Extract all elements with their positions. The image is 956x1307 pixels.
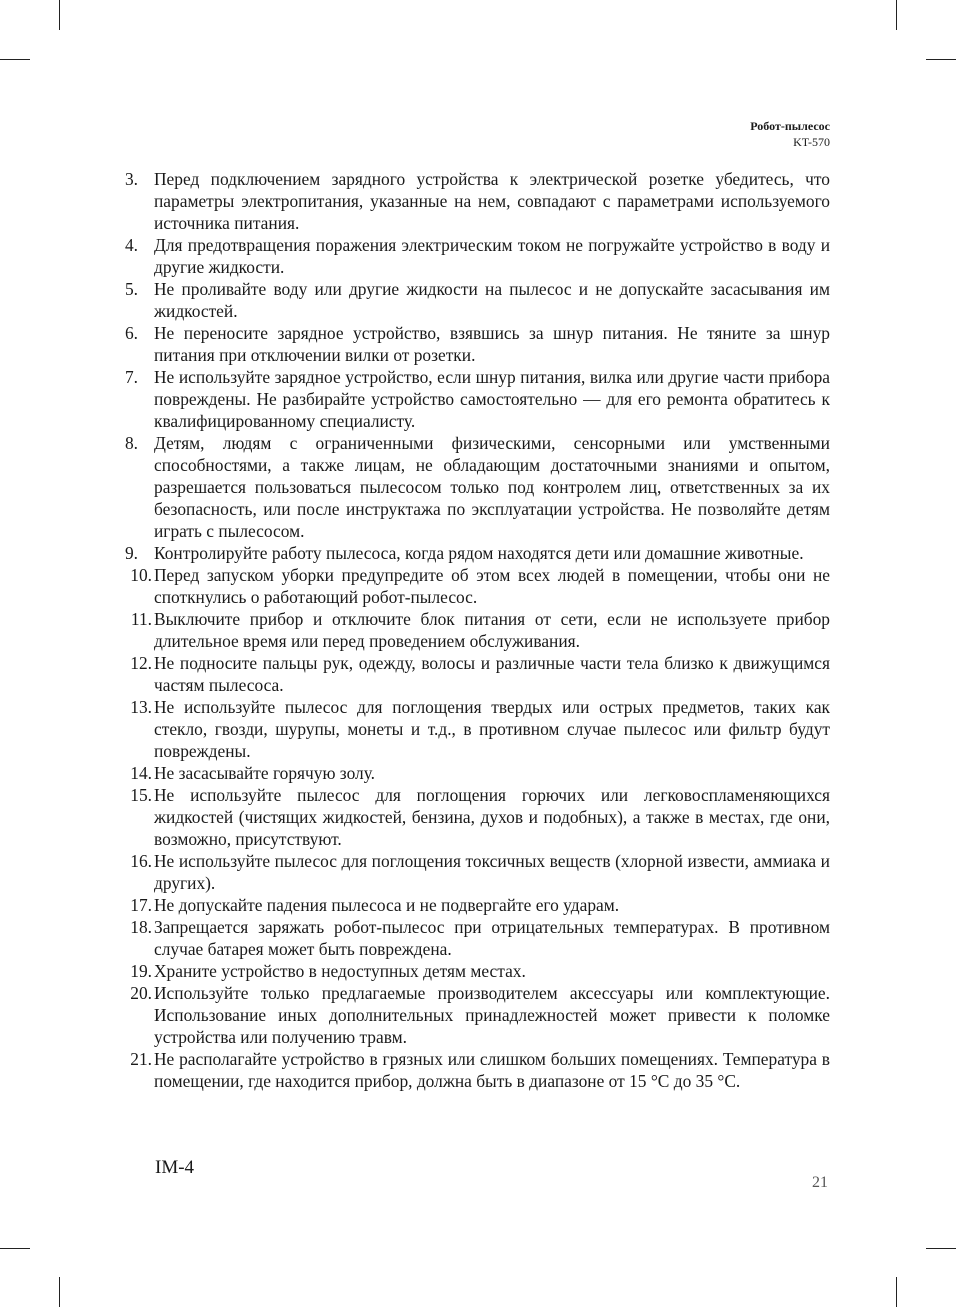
crop-mark bbox=[59, 1277, 60, 1307]
crop-mark bbox=[926, 1248, 956, 1249]
rule-text: Перед запуском уборки предупредите об этом всех людей в помещении, чтобы они не споткнулись о работающий робот-пылесос. bbox=[154, 565, 830, 607]
rule-item bbox=[120, 564, 830, 608]
rule-text: Используйте только предлагаемые производителем аксессуары или комплектующие. Использование иных дополнительных принадлежностей может привести к поломке устройства или получению травм. bbox=[154, 983, 830, 1047]
rule-text: Храните устройство в недоступных детям местах. bbox=[154, 961, 526, 981]
rules-list bbox=[120, 168, 830, 1092]
rule-number: 9. bbox=[124, 543, 138, 563]
rule-number: 5. bbox=[124, 279, 138, 299]
rule-item bbox=[120, 652, 830, 696]
rule-text: Не используйте пылесос для поглощения твердых или острых предметов, таких как стекло, гвозди, шурупы, монеты и т.д., в противном случае пылесос или фильтр будут повреждены. bbox=[154, 697, 830, 761]
rule-number: 16. bbox=[130, 851, 152, 871]
rule-item bbox=[120, 696, 830, 762]
crop-mark bbox=[896, 1277, 897, 1307]
rule-number: 11. bbox=[130, 609, 152, 629]
rule-item bbox=[120, 850, 830, 894]
rule-item bbox=[120, 432, 830, 542]
page-header bbox=[750, 118, 830, 150]
rule-text: Детям, людям с ограниченными физическими, сенсорными или умственными способностями, а также лицам, не обладающим достаточными знаниями и опытом, разрешается пользоваться пылесосом только под контролем лиц, ответственных за их безопасность, или после инструктажа по эксплуатации устройства. Не позволяйте детям играть с пылесосом. bbox=[154, 433, 830, 541]
safety-rules bbox=[120, 168, 830, 1092]
rule-number: 13. bbox=[130, 697, 152, 717]
rule-item bbox=[120, 894, 830, 916]
rule-item bbox=[120, 982, 830, 1048]
rule-item bbox=[120, 916, 830, 960]
rule-text: Не располагайте устройство в грязных или слишком больших помещениях. Температура в помещении, где находится прибор, должна быть в диапазоне от 15 °C до 35 °C. bbox=[154, 1049, 830, 1091]
product-title: Робот-пылесос bbox=[750, 119, 830, 133]
rule-number: 10. bbox=[130, 565, 152, 585]
crop-mark bbox=[926, 59, 956, 60]
crop-mark bbox=[59, 0, 60, 30]
rule-text: Не подносите пальцы рук, одежду, волосы и различные части тела близко к движущимся частям пылесоса. bbox=[154, 653, 830, 695]
rule-number: 14. bbox=[130, 763, 152, 783]
rule-item bbox=[120, 762, 830, 784]
rule-item bbox=[120, 366, 830, 432]
rule-number: 15. bbox=[130, 785, 152, 805]
rule-item bbox=[120, 234, 830, 278]
rule-item bbox=[120, 1048, 830, 1092]
rule-number: 17. bbox=[130, 895, 152, 915]
rule-item bbox=[120, 608, 830, 652]
rule-text: Не проливайте воду или другие жидкости на пылесос и не допускайте засасывания им жидкостей. bbox=[154, 279, 830, 321]
rule-text: Запрещается заряжать робот-пылесос при отрицательных температурах. В противном случае батарея может быть повреждена. bbox=[154, 917, 830, 959]
rule-item bbox=[120, 278, 830, 322]
rule-text: Не допускайте падения пылесоса и не подвергайте его ударам. bbox=[154, 895, 620, 915]
document-code: IM-4 bbox=[155, 1157, 195, 1178]
rule-item bbox=[120, 168, 830, 234]
rule-item bbox=[120, 322, 830, 366]
rule-number: 4. bbox=[124, 235, 138, 255]
product-model: KT-570 bbox=[793, 135, 830, 149]
crop-mark bbox=[896, 0, 897, 30]
page-number: 21 bbox=[812, 1174, 828, 1191]
rule-number: 3. bbox=[124, 169, 138, 189]
rule-text: Перед подключением зарядного устройства к электрической розетке убедитесь, что параметры электропитания, указанные на нем, совпадают с параметрами используемого источника питания. bbox=[154, 169, 830, 233]
rule-text: Не используйте пылесос для поглощения горючих или легковоспламеняющихся жидкостей (чистящих жидкостей, бензина, духов и подобных), а также в местах, где они, возможно, присутствуют. bbox=[154, 785, 830, 849]
crop-mark bbox=[0, 1248, 30, 1249]
rule-number: 20. bbox=[130, 983, 152, 1003]
rule-text: Выключите прибор и отключите блок питания от сети, если не используете прибор длительное время или перед проведением обслуживания. bbox=[154, 609, 830, 651]
rule-number: 7. bbox=[124, 367, 138, 387]
rule-number: 21. bbox=[130, 1049, 152, 1069]
rule-text: Не используйте пылесос для поглощения токсичных веществ (хлорной извести, аммиака и других). bbox=[154, 851, 830, 893]
rule-number: 18. bbox=[130, 917, 152, 937]
crop-mark bbox=[0, 59, 30, 60]
rule-number: 6. bbox=[124, 323, 138, 343]
rule-item bbox=[120, 542, 830, 564]
rule-text: Не используйте зарядное устройство, если шнур питания, вилка или другие части прибора повреждены. Не разбирайте устройство самостоятельно — для его ремонта обратитесь к квалифицированному специалисту. bbox=[154, 367, 830, 431]
rule-number: 19. bbox=[130, 961, 152, 981]
rule-text: Не переносите зарядное устройство, взявшись за шнур питания. Не тяните за шнур питания при отключении вилки от розетки. bbox=[154, 323, 830, 365]
rule-item bbox=[120, 784, 830, 850]
rule-text: Для предотвращения поражения электрическим током не погружайте устройство в воду и другие жидкости. bbox=[154, 235, 830, 277]
rule-item bbox=[120, 960, 830, 982]
rule-text: Не засасывайте горячую золу. bbox=[154, 763, 376, 783]
rule-number: 12. bbox=[130, 653, 152, 673]
rule-text: Контролируйте работу пылесоса, когда рядом находятся дети или домашние животные. bbox=[154, 543, 804, 563]
rule-number: 8. bbox=[124, 433, 138, 453]
